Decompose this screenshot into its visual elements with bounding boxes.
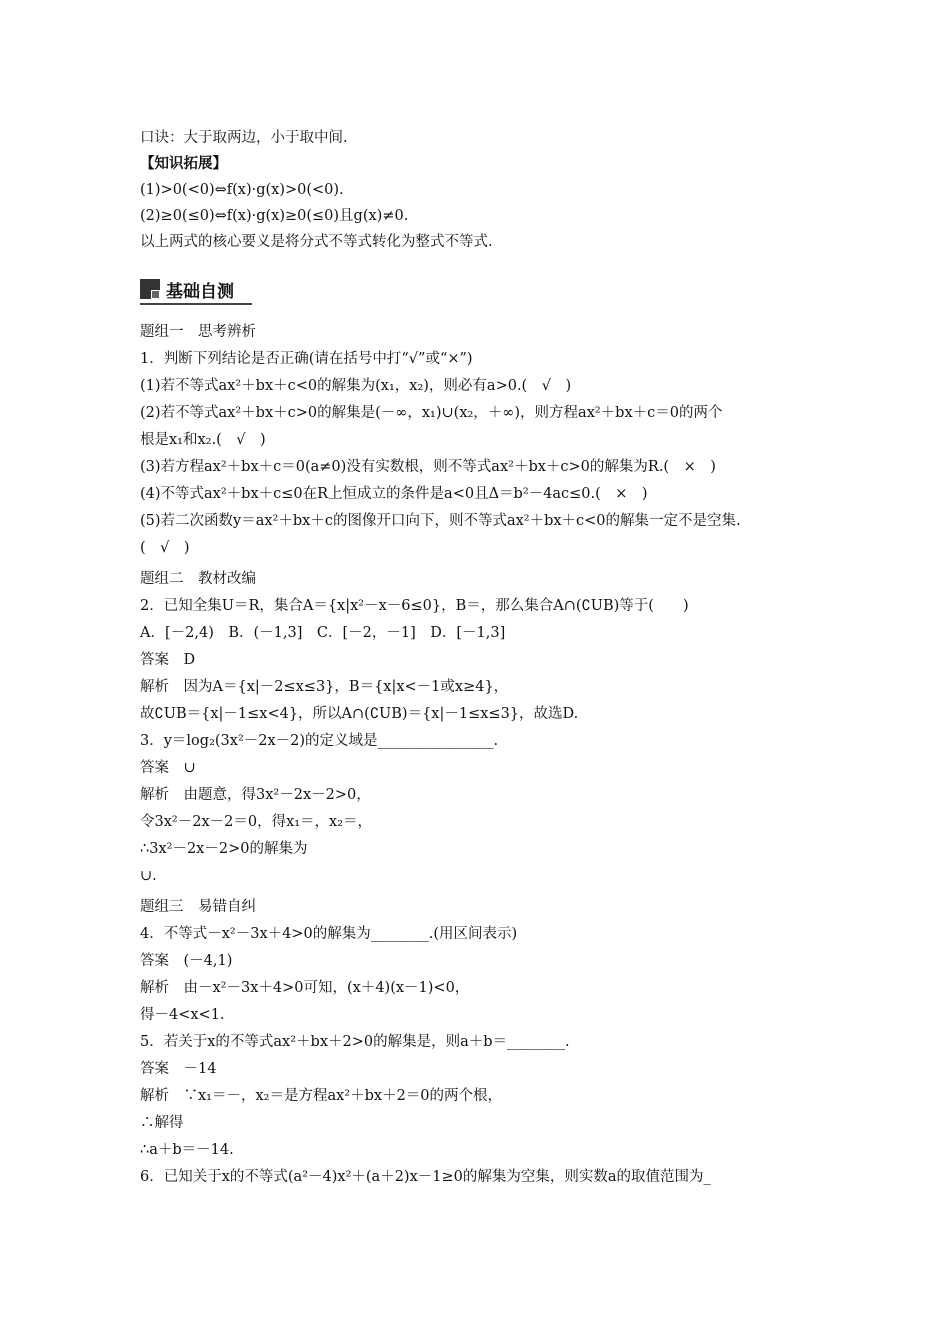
text-line: 2．已知全集U＝R，集合A＝{x|x²－x－6≤0}，B＝，那么集合A∩(∁UB)等于( ) [140, 598, 689, 614]
text-line: 以上两式的核心要义是将分式不等式转化为整式不等式. [140, 234, 493, 250]
text-line: 解析 由－x²－3x＋4>0可知，(x＋4)(x－1)<0， [140, 980, 470, 996]
text-line: ∴a＋b＝－14. [140, 1142, 234, 1158]
section-header [140, 276, 252, 302]
text-line: 令3x²－2x－2＝0，得x₁＝，x₂＝， [140, 814, 373, 830]
text-line: (2)≥0(≤0)⇔f(x)·g(x)≥0(≤0)且g(x)≠0. [140, 208, 409, 224]
text-line: 题组三 易错自纠 [140, 899, 256, 915]
text-line: 6．已知关于x的不等式(a²－4)x²＋(a＋2)x－1≥0的解集为空集，则实数a的取值范围为_ [140, 1169, 711, 1185]
text-line: (1)>0(<0)⇔f(x)·g(x)>0(<0). [140, 182, 344, 198]
text-line: ( √ ) [140, 540, 190, 556]
text-line: 故∁UB＝{x|－1≤x<4}，所以A∩(∁UB)＝{x|－1≤x≤3}，故选D. [140, 706, 579, 722]
text-line: 【知识拓展】 [140, 155, 227, 172]
text-line: 答案 －14 [140, 1061, 217, 1077]
text-line: 解析 因为A＝{x|－2≤x≤3}，B＝{x|x<－1或x≥4}， [140, 679, 509, 695]
text-line: 5．若关于x的不等式ax²＋bx＋2>0的解集是，则a＋b＝________. [140, 1034, 570, 1050]
text-line: 答案 ∪ [140, 760, 196, 776]
text-line: ∴3x²－2x－2>0的解集为 [140, 841, 308, 857]
section-divider [140, 303, 252, 305]
text-line: 1．判断下列结论是否正确(请在括号中打“√”或“×”) [140, 351, 473, 367]
text-line: 题组二 教材改编 [140, 571, 256, 587]
text-line: 题组一 思考辨析 [140, 324, 256, 340]
text-line: (1)若不等式ax²＋bx＋c<0的解集为(x₁，x₂)，则必有a>0.( √ ) [140, 378, 572, 394]
text-line: 答案 (－4,1) [140, 953, 233, 969]
text-line: ∴解得 [140, 1115, 184, 1131]
text-line: 4．不等式－x²－3x＋4>0的解集为________.(用区间表示) [140, 926, 518, 942]
section-square-icon [140, 279, 160, 299]
text-line: (5)若二次函数y＝ax²＋bx＋c的图像开口向下，则不等式ax²＋bx＋c<0的解集一定不是空集. [140, 513, 741, 529]
section-title: 基础自测 [166, 281, 234, 302]
text-line: (2)若不等式ax²＋bx＋c>0的解集是(－∞，x₁)∪(x₂，＋∞)，则方程ax²＋bx＋c＝0的两个 [140, 405, 723, 421]
text-line: 口诀：大于取两边，小于取中间. [140, 130, 348, 146]
text-line: (3)若方程ax²＋bx＋c＝0(a≠0)没有实数根，则不等式ax²＋bx＋c>0的解集为R.( × ) [140, 459, 716, 475]
text-line: (4)不等式ax²＋bx＋c≤0在R上恒成立的条件是a<0且Δ＝b²－4ac≤0.( × ) [140, 486, 648, 502]
text-line: 3．y＝log₂(3x²－2x－2)的定义域是________________. [140, 733, 499, 749]
text-line: 根是x₁和x₂.( √ ) [140, 432, 266, 448]
text-line: 得－4<x<1. [140, 1007, 225, 1023]
text-line: 解析 ∵x₁＝－，x₂＝是方程ax²＋bx＋2＝0的两个根， [140, 1088, 503, 1104]
text-line: 答案 D [140, 652, 196, 668]
text-line: 解析 由题意，得3x²－2x－2>0， [140, 787, 371, 803]
text-line: ∪. [140, 868, 157, 884]
text-line: A．[－2,4) B．(－1,3] C．[－2，－1] D．[－1,3] [140, 625, 506, 641]
